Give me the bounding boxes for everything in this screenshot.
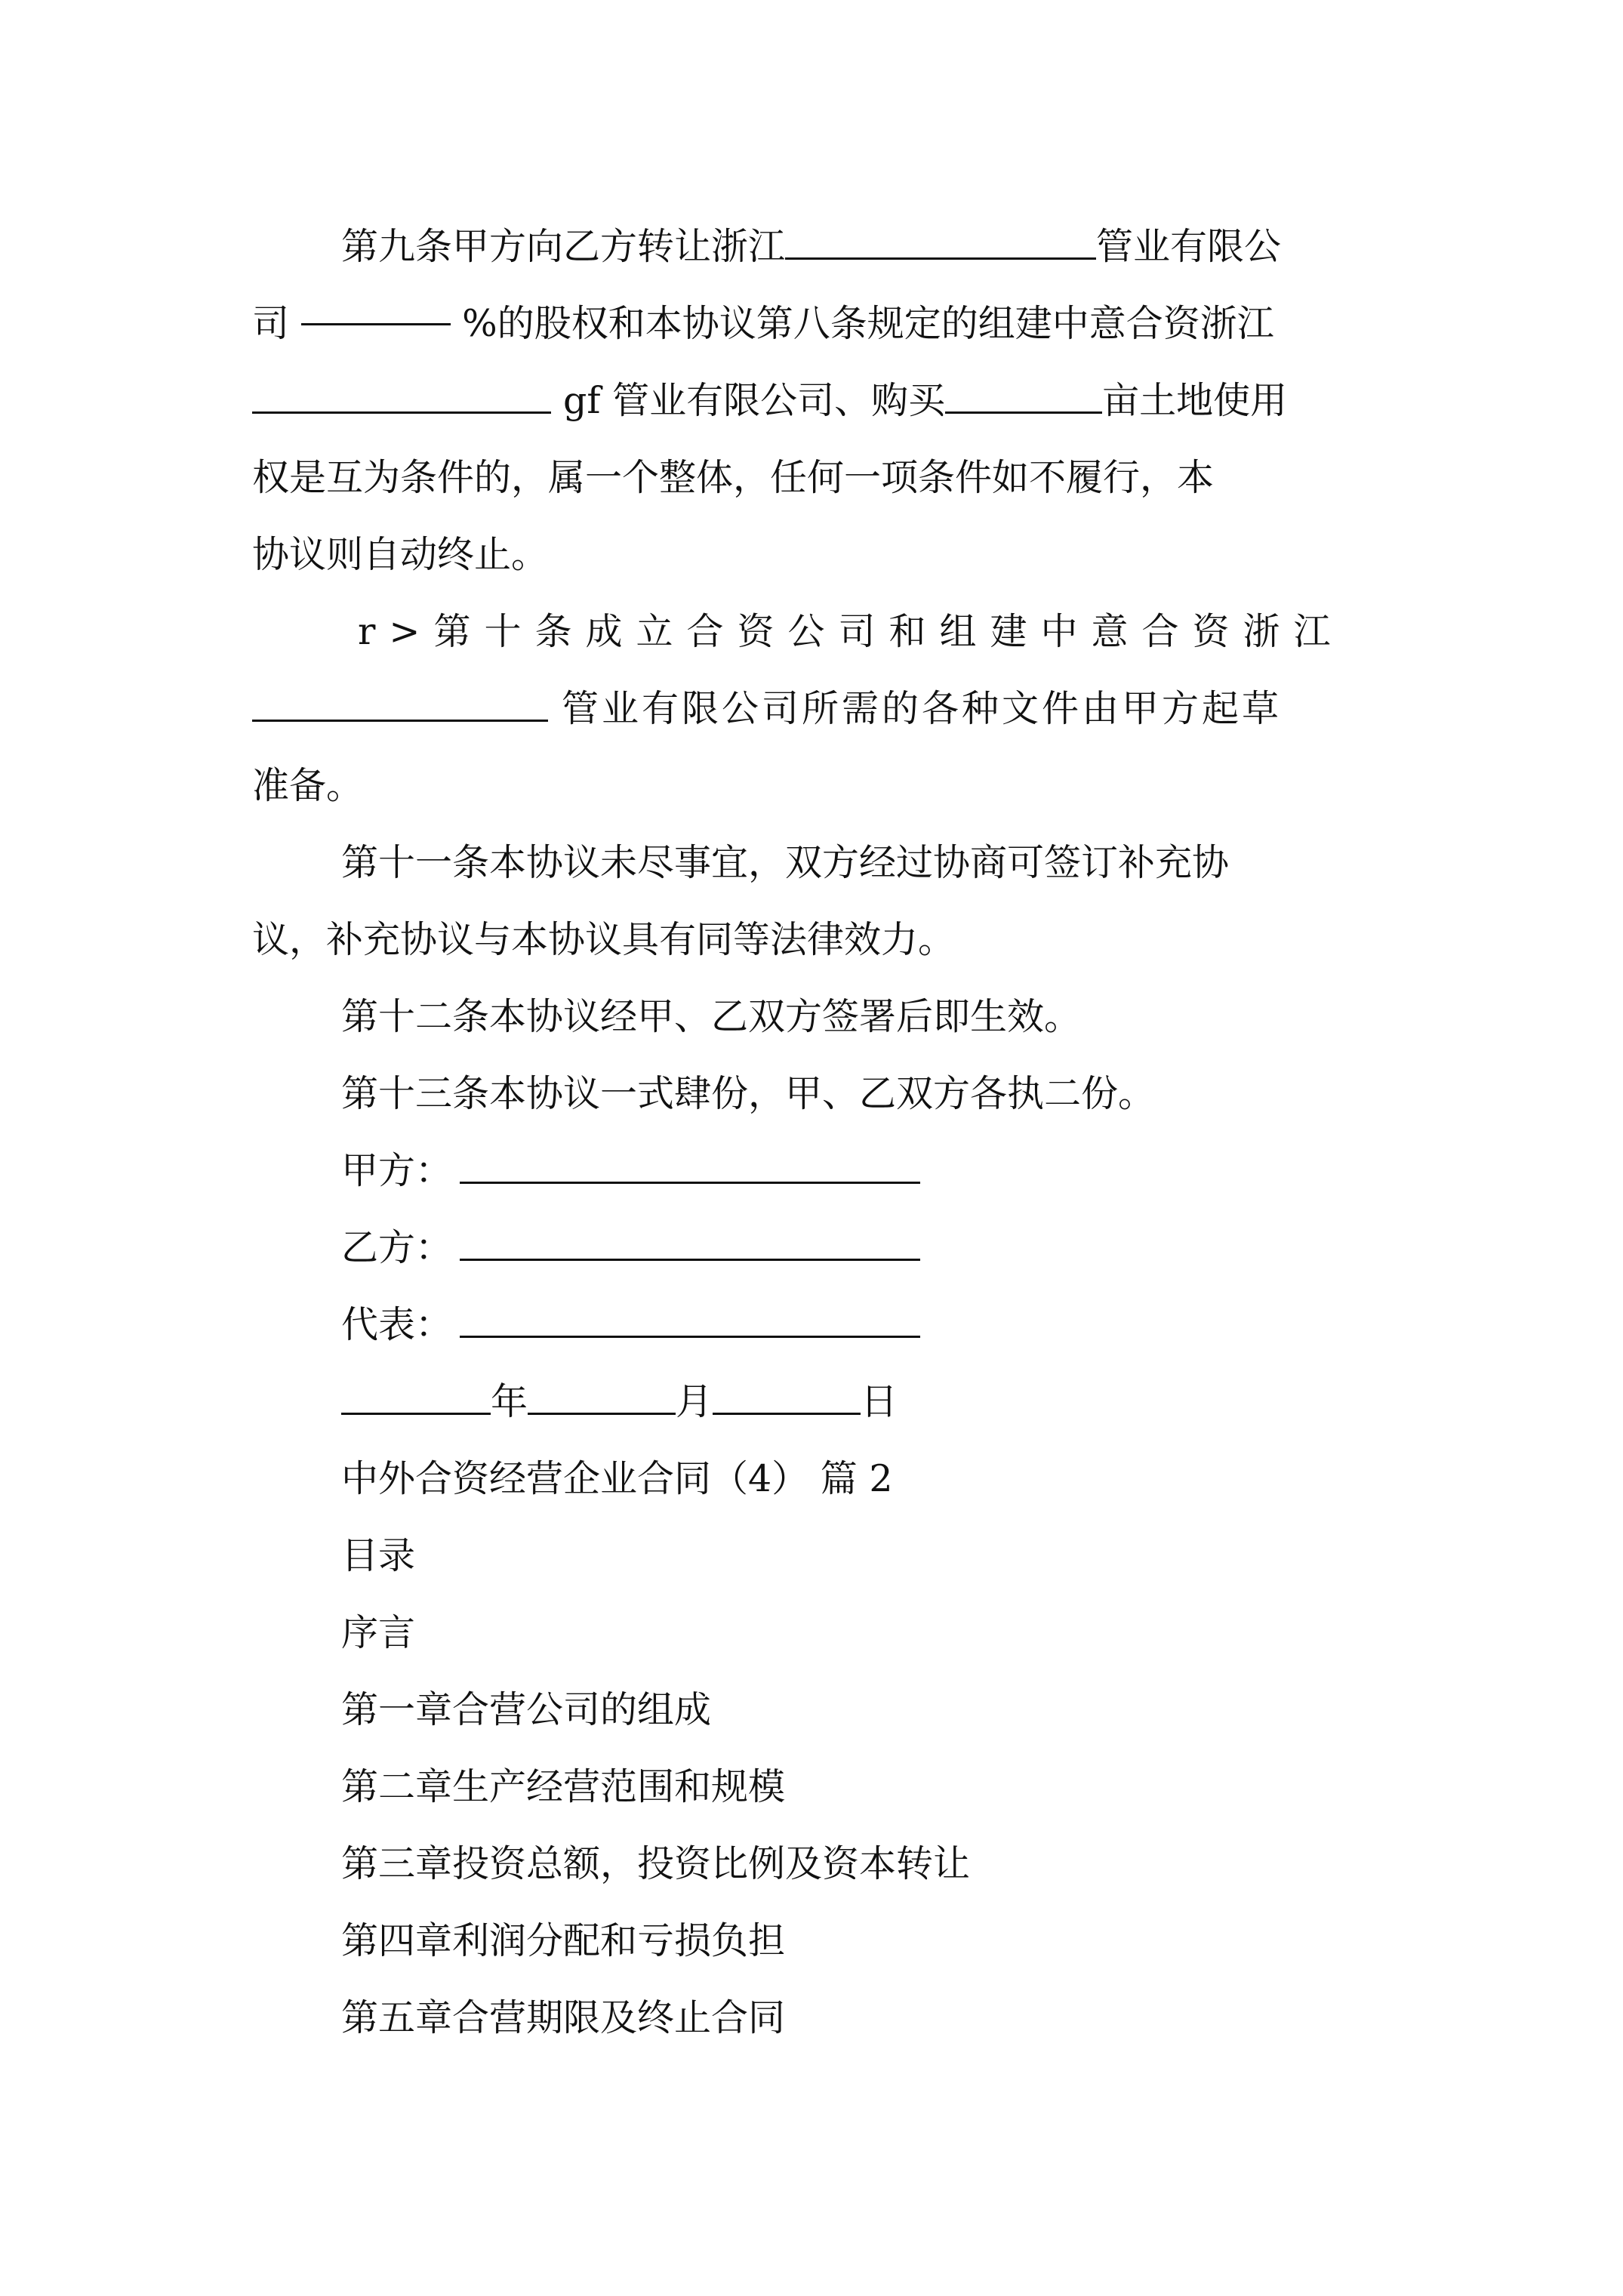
blank-company-name-2 (252, 367, 551, 414)
article11-line2: 议，补充协议与本协议具有同等法律效力。 (252, 918, 956, 961)
article9-line2 (252, 285, 1381, 362)
blank-day (713, 1368, 861, 1415)
article10-line1: r>第十条成立合资公司和组建中意合资浙江 (358, 610, 1344, 653)
article9-text-d: %的股权和本协议第八条规定的组建中意合资浙江 (462, 302, 1274, 345)
date-line (341, 1364, 1381, 1441)
article9-text-f: 亩土地使用 (1102, 379, 1288, 422)
day-label: 日 (861, 1380, 898, 1423)
article9-text-e: gf 管业有限公司、购买 (563, 379, 946, 422)
party-b-signature-line (460, 1214, 920, 1261)
blank-company-name-3 (252, 675, 548, 722)
party-a-label: 甲方： (341, 1149, 453, 1192)
month-label: 月 (676, 1380, 713, 1423)
toc-heading: 目录 (341, 1534, 416, 1577)
blank-month (528, 1368, 676, 1415)
signature-representative (341, 1287, 1381, 1364)
article11-line1: 第十一条本协议未尽事宜，双方经过协商可签订补充协 (341, 841, 1230, 884)
signature-party-b (341, 1210, 1381, 1287)
article12: 第十二条本协议经甲、乙双方签署后即生效。 (341, 995, 1082, 1038)
contract2-title: 中外合资经营企业合同（4） 篇 2 (341, 1457, 893, 1500)
party-a-signature-line (460, 1137, 920, 1184)
blank-equity-percent (301, 279, 451, 325)
representative-label: 代表： (341, 1303, 453, 1346)
signature-party-a (341, 1133, 1381, 1210)
article9-text-b: 管业有限公 (1096, 225, 1282, 268)
year-label: 年 (491, 1380, 528, 1423)
article9-line4: 权是互为条件的，属一个整体，任何一项条件如不履行，本 (252, 456, 1215, 499)
article10-line2 (252, 670, 1381, 747)
article9-text-a: 第九条甲方向乙方转让浙江 (341, 225, 786, 268)
toc-chapter-1: 第一章合营公司的组成 (341, 1688, 712, 1731)
blank-year (341, 1368, 491, 1415)
toc-chapter-3: 第三章投资总额，投资比例及资本转让 (341, 1842, 971, 1885)
article10-text-b: 管业有限公司所需的各种文件由甲方起草 (562, 687, 1283, 730)
representative-signature-line (460, 1291, 920, 1338)
article13: 第十三条本协议一式肆份，甲、乙双方各执二份。 (341, 1072, 1156, 1115)
toc-chapter-4: 第四章利润分配和亏损负担 (341, 1919, 786, 1962)
blank-company-name (785, 213, 1096, 260)
article10-line3: 准备。 (252, 764, 364, 807)
toc-chapter-5: 第五章合营期限及终止合同 (341, 1996, 786, 2039)
party-b-label: 乙方： (341, 1226, 453, 1269)
article9-text-c: 司 (252, 302, 290, 345)
blank-land-area (945, 367, 1102, 414)
article9-line3 (252, 362, 1381, 439)
article9-line1 (341, 208, 1381, 285)
toc-preface: 序言 (341, 1611, 416, 1654)
article9-line5: 协议则自动终止。 (252, 533, 549, 576)
toc-chapter-2: 第二章生产经营范围和规模 (341, 1765, 786, 1808)
